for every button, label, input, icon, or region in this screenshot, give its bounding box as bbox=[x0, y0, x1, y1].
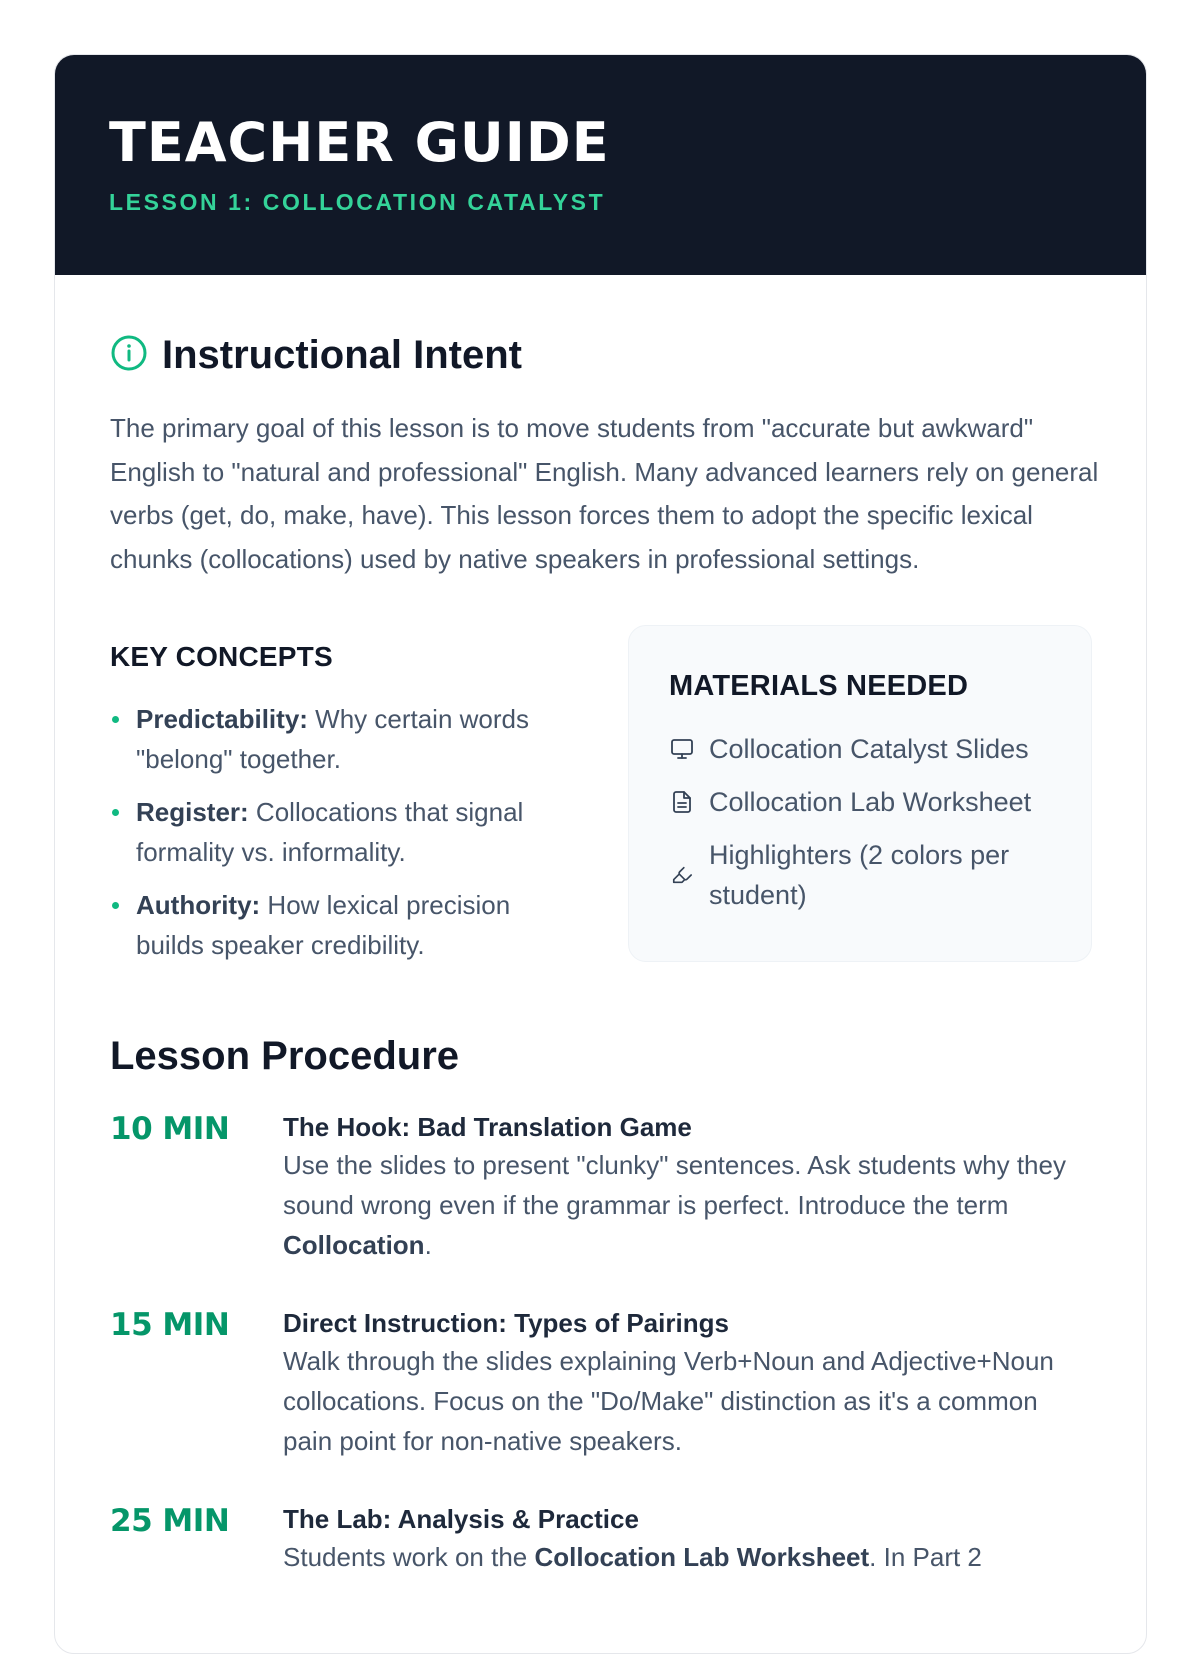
page-title: TEACHER GUIDE bbox=[109, 111, 610, 174]
material-label: Collocation Catalyst Slides bbox=[709, 734, 1029, 764]
step-text-bold: Collocation Lab Worksheet bbox=[534, 1542, 870, 1572]
procedure-step bbox=[110, 1109, 1092, 1265]
step-title: The Lab: Analysis & Practice bbox=[283, 1504, 639, 1534]
material-label: Highlighters (2 colors per student) bbox=[709, 840, 1010, 910]
step-text-part: Walk through the slides explaining Verb+Noun and Adjective+Noun collocations. Focus on the "Do/Make" distinction as it's a common pain point for non-native speakers. bbox=[283, 1346, 1054, 1456]
step-duration: 10 MIN bbox=[110, 1111, 230, 1147]
materials-list bbox=[669, 729, 1051, 915]
step-text-bold: Collocation bbox=[283, 1230, 425, 1260]
guide-header bbox=[55, 55, 1146, 275]
intent-paragraph: The primary goal of this lesson is to move students from "accurate but awkward" English to "natural and professional" English. Many advanced learners rely on general verbs (get, do, make, have). This lesson forces them to adopt the specific lexical chunks (collocations) used by native speakers in professional settings. bbox=[110, 413, 1099, 574]
step-text-part: . bbox=[424, 1230, 432, 1260]
guide-content bbox=[55, 275, 1146, 1577]
material-item bbox=[669, 729, 1051, 769]
key-concepts-heading: KEY CONCEPTS bbox=[110, 641, 333, 672]
step-text-part: . In Part 2 bbox=[869, 1542, 982, 1572]
step-body bbox=[283, 1305, 1092, 1461]
key-concepts-list bbox=[110, 699, 580, 965]
step-title: Direct Instruction: Types of Pairings bbox=[283, 1308, 729, 1338]
procedure-step bbox=[110, 1501, 1092, 1577]
material-item bbox=[669, 782, 1051, 822]
step-duration: 25 MIN bbox=[110, 1503, 230, 1539]
procedure-steps bbox=[110, 1109, 1092, 1577]
step-title: The Hook: Bad Translation Game bbox=[283, 1112, 692, 1142]
lesson-subtitle: LESSON 1: COLLOCATION CATALYST bbox=[109, 189, 606, 215]
highlighter-icon bbox=[669, 864, 695, 886]
materials-heading: MATERIALS NEEDED bbox=[669, 670, 969, 702]
concept-item bbox=[110, 792, 580, 872]
step-body bbox=[283, 1501, 1092, 1577]
intent-heading: Instructional Intent bbox=[162, 332, 522, 377]
step-text bbox=[283, 1145, 1092, 1265]
presentation-icon bbox=[669, 737, 695, 761]
concept-term: Authority: bbox=[136, 890, 261, 920]
procedure-heading: Lesson Procedure bbox=[110, 1034, 460, 1078]
material-item bbox=[669, 835, 1051, 915]
concept-desc: How lexical precision builds speaker credibility. bbox=[136, 890, 511, 960]
step-duration: 15 MIN bbox=[110, 1307, 230, 1343]
step-text bbox=[283, 1341, 1092, 1461]
step-text-part: Students work on the bbox=[283, 1542, 535, 1572]
step-body bbox=[283, 1109, 1092, 1265]
document-icon bbox=[669, 790, 695, 814]
concepts-materials-row bbox=[110, 625, 1092, 978]
intent-section-header bbox=[110, 325, 1092, 385]
concept-item bbox=[110, 885, 580, 965]
concept-term: Register: bbox=[136, 797, 249, 827]
key-concepts-section bbox=[110, 625, 580, 978]
procedure-step bbox=[110, 1305, 1092, 1461]
material-label: Collocation Lab Worksheet bbox=[709, 787, 1032, 817]
concept-desc: Why certain words "belong" together. bbox=[136, 704, 530, 774]
step-text bbox=[283, 1537, 1092, 1577]
step-text-part: Use the slides to present "clunky" sentences. Ask students why they sound wrong even if the grammar is perfect. Introduce the term bbox=[283, 1150, 1066, 1220]
materials-panel bbox=[628, 625, 1092, 962]
concept-term: Predictability: bbox=[136, 704, 308, 734]
concept-desc: Collocations that signal formality vs. informality. bbox=[136, 797, 524, 867]
info-circle-icon bbox=[110, 334, 148, 377]
teacher-guide-card bbox=[54, 54, 1147, 1654]
concept-item bbox=[110, 699, 580, 779]
